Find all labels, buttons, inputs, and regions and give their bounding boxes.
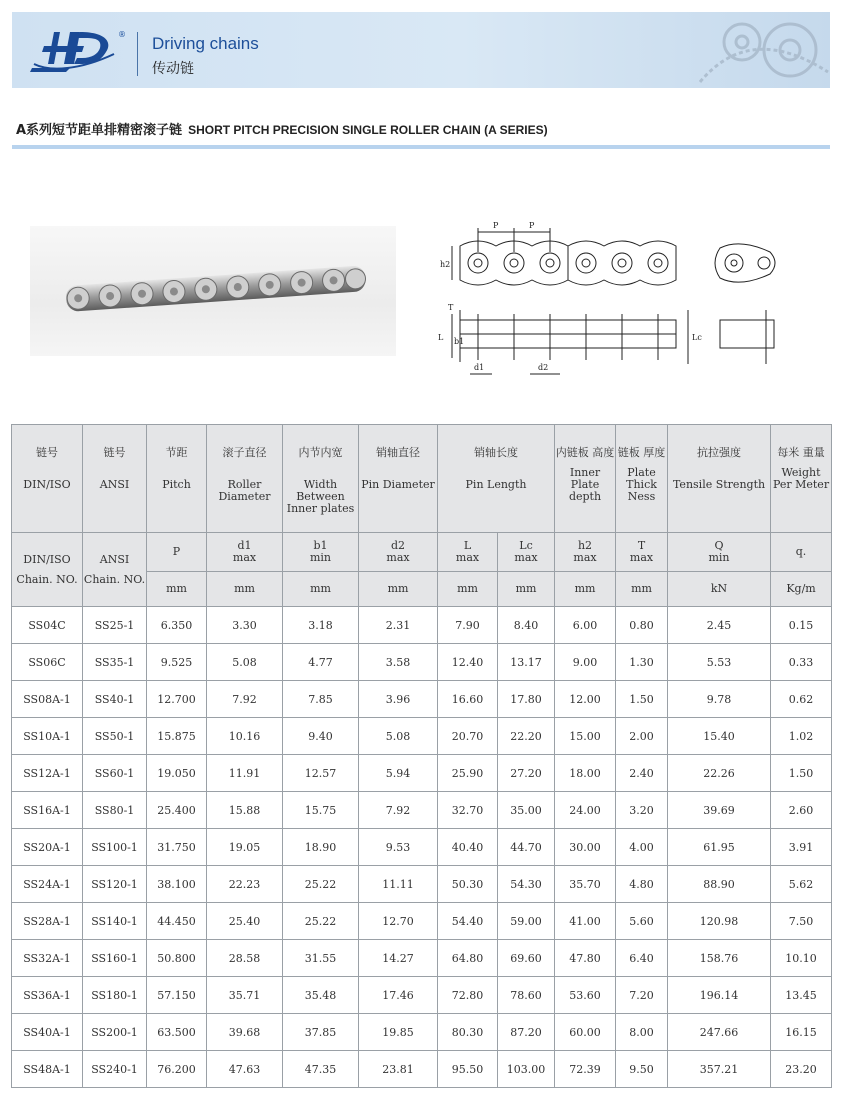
- header-tensile-strength: 抗拉强度 Tensile Strength: [668, 425, 771, 533]
- sprocket-graphic: [690, 12, 830, 88]
- header-inner-width: 内节内宽 Width Between Inner plates: [283, 425, 359, 533]
- table-cell: 44.70: [498, 829, 555, 866]
- table-cell: 47.35: [283, 1051, 359, 1088]
- table-cell: 19.05: [207, 829, 283, 866]
- table-cell: 22.26: [668, 755, 771, 792]
- table-cell: 11.91: [207, 755, 283, 792]
- registered-mark: ®: [118, 30, 126, 39]
- table-cell: 3.20: [616, 792, 668, 829]
- table-cell: 80.30: [438, 1014, 498, 1051]
- brand-title-en: Driving chains: [152, 34, 259, 53]
- table-cell: 47.63: [207, 1051, 283, 1088]
- table-cell: 9.50: [616, 1051, 668, 1088]
- table-cell: 30.00: [555, 829, 616, 866]
- table-cell: SS10A-1: [12, 718, 83, 755]
- unit-cell: mm: [207, 572, 283, 607]
- table-cell: SS48A-1: [12, 1051, 83, 1088]
- unit-cell: mm: [283, 572, 359, 607]
- table-cell: 5.60: [616, 903, 668, 940]
- table-row: [12, 681, 832, 718]
- table-cell: 17.46: [359, 977, 438, 1014]
- symbol-cell: d2 max: [359, 533, 438, 572]
- symbol-cell: L max: [438, 533, 498, 572]
- table-cell: 120.98: [668, 903, 771, 940]
- table-cell: 15.40: [668, 718, 771, 755]
- diagram-label-h2: h2: [440, 260, 451, 269]
- unit-cell: mm: [438, 572, 498, 607]
- table-cell: SS28A-1: [12, 903, 83, 940]
- table-cell: 22.23: [207, 866, 283, 903]
- symbol-cell: Q min: [668, 533, 771, 572]
- table-cell: 0.33: [771, 644, 832, 681]
- table-cell: SS120-1: [83, 866, 147, 903]
- table-cell: 0.80: [616, 607, 668, 644]
- table-row: [12, 607, 832, 644]
- table-cell: 25.400: [147, 792, 207, 829]
- table-cell: 1.02: [771, 718, 832, 755]
- table-cell: 1.50: [771, 755, 832, 792]
- table-cell: 11.11: [359, 866, 438, 903]
- table-cell: 35.71: [207, 977, 283, 1014]
- unit-cell: mm: [498, 572, 555, 607]
- table-cell: 9.40: [283, 718, 359, 755]
- table-cell: 40.40: [438, 829, 498, 866]
- table-cell: 3.30: [207, 607, 283, 644]
- chain-technical-drawing: [430, 214, 820, 382]
- table-cell: 18.90: [283, 829, 359, 866]
- table-cell: 3.96: [359, 681, 438, 718]
- symbol-cell: ANSI Chain. NO.: [83, 533, 147, 607]
- table-cell: 24.00: [555, 792, 616, 829]
- symbol-cell: h2 max: [555, 533, 616, 572]
- table-cell: 15.75: [283, 792, 359, 829]
- chain-spec-table: [11, 424, 832, 1088]
- table-cell: 247.66: [668, 1014, 771, 1051]
- table-cell: 39.68: [207, 1014, 283, 1051]
- table-cell: 3.91: [771, 829, 832, 866]
- table-cell: SS06C: [12, 644, 83, 681]
- table-cell: 23.20: [771, 1051, 832, 1088]
- symbol-cell: P: [147, 533, 207, 572]
- table-cell: 15.00: [555, 718, 616, 755]
- table-cell: 28.58: [207, 940, 283, 977]
- table-row: [12, 1051, 832, 1088]
- table-cell: 9.00: [555, 644, 616, 681]
- unit-cell: mm: [616, 572, 668, 607]
- table-cell: 23.81: [359, 1051, 438, 1088]
- table-cell: 8.00: [616, 1014, 668, 1051]
- table-row: [12, 755, 832, 792]
- table-cell: 50.30: [438, 866, 498, 903]
- table-row: [12, 1014, 832, 1051]
- table-cell: SS180-1: [83, 977, 147, 1014]
- table-cell: 63.500: [147, 1014, 207, 1051]
- table-cell: 19.050: [147, 755, 207, 792]
- table-cell: SS16A-1: [12, 792, 83, 829]
- table-cell: 25.40: [207, 903, 283, 940]
- table-cell: SS32A-1: [12, 940, 83, 977]
- table-cell: 7.50: [771, 903, 832, 940]
- section-title: [16, 119, 548, 138]
- table-cell: 4.80: [616, 866, 668, 903]
- symbol-cell: q.: [771, 533, 832, 572]
- table-cell: 59.00: [498, 903, 555, 940]
- table-cell: 2.31: [359, 607, 438, 644]
- header-inner-plate-depth: 内链板 高度 Inner Plate depth: [555, 425, 616, 533]
- table-cell: 88.90: [668, 866, 771, 903]
- table-cell: 47.80: [555, 940, 616, 977]
- table-cell: 12.00: [555, 681, 616, 718]
- header-pin-length: 销轴长度 Pin Length: [438, 425, 555, 533]
- table-cell: 32.70: [438, 792, 498, 829]
- table-cell: SS100-1: [83, 829, 147, 866]
- table-row: [12, 718, 832, 755]
- table-cell: 25.22: [283, 866, 359, 903]
- table-cell: 31.750: [147, 829, 207, 866]
- table-cell: 12.70: [359, 903, 438, 940]
- table-cell: 37.85: [283, 1014, 359, 1051]
- table-cell: 0.15: [771, 607, 832, 644]
- table-cell: 72.39: [555, 1051, 616, 1088]
- diagram-label-l: L: [438, 333, 444, 342]
- table-cell: 44.450: [147, 903, 207, 940]
- table-cell: 60.00: [555, 1014, 616, 1051]
- table-cell: 5.94: [359, 755, 438, 792]
- table-cell: 5.53: [668, 644, 771, 681]
- table-cell: SS20A-1: [12, 829, 83, 866]
- table-cell: 2.45: [668, 607, 771, 644]
- table-cell: 50.800: [147, 940, 207, 977]
- table-cell: 95.50: [438, 1051, 498, 1088]
- table-cell: 18.00: [555, 755, 616, 792]
- unit-cell: mm: [359, 572, 438, 607]
- table-cell: 16.15: [771, 1014, 832, 1051]
- table-cell: SS60-1: [83, 755, 147, 792]
- table-cell: SS200-1: [83, 1014, 147, 1051]
- table-cell: 35.00: [498, 792, 555, 829]
- table-cell: SS08A-1: [12, 681, 83, 718]
- table-cell: 7.90: [438, 607, 498, 644]
- table-cell: SS80-1: [83, 792, 147, 829]
- table-cell: 31.55: [283, 940, 359, 977]
- table-cell: 87.20: [498, 1014, 555, 1051]
- table-cell: 8.40: [498, 607, 555, 644]
- table-cell: 1.50: [616, 681, 668, 718]
- table-cell: 39.69: [668, 792, 771, 829]
- table-cell: 27.20: [498, 755, 555, 792]
- table-cell: 5.08: [207, 644, 283, 681]
- diagram-label-d1: d1: [474, 363, 485, 372]
- header-din-iso: 链号 DIN/ISO: [12, 425, 83, 533]
- table-cell: 9.78: [668, 681, 771, 718]
- table-cell: SS04C: [12, 607, 83, 644]
- table-cell: SS160-1: [83, 940, 147, 977]
- table-cell: 7.85: [283, 681, 359, 718]
- table-row: [12, 792, 832, 829]
- table-cell: 9.53: [359, 829, 438, 866]
- table-cell: 1.30: [616, 644, 668, 681]
- table-cell: 78.60: [498, 977, 555, 1014]
- table-cell: 7.92: [207, 681, 283, 718]
- symbol-cell: d1 max: [207, 533, 283, 572]
- table-cell: 22.20: [498, 718, 555, 755]
- table-cell: 10.16: [207, 718, 283, 755]
- table-cell: 54.40: [438, 903, 498, 940]
- table-cell: 6.00: [555, 607, 616, 644]
- table-cell: 3.18: [283, 607, 359, 644]
- table-cell: 196.14: [668, 977, 771, 1014]
- header-pin-diameter: 销轴直径 Pin Diameter: [359, 425, 438, 533]
- table-cell: 16.60: [438, 681, 498, 718]
- title-underline: [12, 145, 830, 149]
- table-cell: 2.00: [616, 718, 668, 755]
- table-cell: SS12A-1: [12, 755, 83, 792]
- table-cell: 64.80: [438, 940, 498, 977]
- table-cell: 14.27: [359, 940, 438, 977]
- table-cell: 2.60: [771, 792, 832, 829]
- diagram-label-p1: P: [493, 221, 499, 230]
- table-cell: 15.875: [147, 718, 207, 755]
- table-cell: 53.60: [555, 977, 616, 1014]
- table-cell: 4.00: [616, 829, 668, 866]
- table-cell: 54.30: [498, 866, 555, 903]
- table-cell: 4.77: [283, 644, 359, 681]
- table-cell: 72.80: [438, 977, 498, 1014]
- symbol-cell: Lc max: [498, 533, 555, 572]
- table-cell: 3.58: [359, 644, 438, 681]
- table-cell: SS240-1: [83, 1051, 147, 1088]
- table-cell: 41.00: [555, 903, 616, 940]
- section-title-cn: A系列短节距单排精密滚子链: [16, 123, 183, 138]
- diagram-label-lc: Lc: [692, 333, 702, 342]
- header-plate-thickness: 链板 厚度 Plate Thick Ness: [616, 425, 668, 533]
- unit-cell: Kg/m: [771, 572, 832, 607]
- table-cell: 6.350: [147, 607, 207, 644]
- diagram-label-t: T: [448, 303, 454, 312]
- unit-cell: mm: [555, 572, 616, 607]
- table-cell: SS36A-1: [12, 977, 83, 1014]
- table-cell: 69.60: [498, 940, 555, 977]
- table-cell: 12.700: [147, 681, 207, 718]
- table-cell: 38.100: [147, 866, 207, 903]
- header-roller-diameter: 滚子直径 Roller Diameter: [207, 425, 283, 533]
- symbol-cell: b1 min: [283, 533, 359, 572]
- table-cell: 7.20: [616, 977, 668, 1014]
- table-cell: 103.00: [498, 1051, 555, 1088]
- header-pitch: 节距 Pitch: [147, 425, 207, 533]
- table-cell: 0.62: [771, 681, 832, 718]
- table-cell: 35.70: [555, 866, 616, 903]
- unit-cell: kN: [668, 572, 771, 607]
- table-cell: 10.10: [771, 940, 832, 977]
- table-row: [12, 977, 832, 1014]
- diagram-label-b1: b1: [454, 337, 465, 346]
- unit-cell: mm: [147, 572, 207, 607]
- company-logo: [30, 24, 122, 74]
- table-cell: SS50-1: [83, 718, 147, 755]
- table-cell: 9.525: [147, 644, 207, 681]
- diagram-label-d2: d2: [538, 363, 549, 372]
- table-row: [12, 940, 832, 977]
- table-cell: 17.80: [498, 681, 555, 718]
- table-cell: 5.62: [771, 866, 832, 903]
- table-cell: 19.85: [359, 1014, 438, 1051]
- header-divider: [137, 32, 138, 76]
- table-row: [12, 903, 832, 940]
- header-weight-per-meter: 每米 重量 Weight Per Meter: [771, 425, 832, 533]
- brand-title-cn: 传动链: [152, 61, 194, 77]
- table-cell: SS25-1: [83, 607, 147, 644]
- table-cell: 25.90: [438, 755, 498, 792]
- diagram-label-p2: P: [529, 221, 535, 230]
- table-cell: SS24A-1: [12, 866, 83, 903]
- table-cell: 357.21: [668, 1051, 771, 1088]
- table-row: [12, 644, 832, 681]
- table-cell: 20.70: [438, 718, 498, 755]
- table-cell: 6.40: [616, 940, 668, 977]
- table-cell: 7.92: [359, 792, 438, 829]
- table-cell: 25.22: [283, 903, 359, 940]
- table-cell: 15.88: [207, 792, 283, 829]
- table-cell: SS35-1: [83, 644, 147, 681]
- table-cell: 2.40: [616, 755, 668, 792]
- table-cell: 12.40: [438, 644, 498, 681]
- table-row: [12, 829, 832, 866]
- table-cell: 57.150: [147, 977, 207, 1014]
- table-cell: SS40-1: [83, 681, 147, 718]
- table-cell: 13.17: [498, 644, 555, 681]
- table-cell: 76.200: [147, 1051, 207, 1088]
- symbol-cell: DIN/ISO Chain. NO.: [12, 533, 83, 607]
- header-ansi: 链号 ANSI: [83, 425, 147, 533]
- table-cell: 5.08: [359, 718, 438, 755]
- section-title-en: SHORT PITCH PRECISION SINGLE ROLLER CHAIN (A SERIES): [188, 123, 548, 137]
- table-cell: SS140-1: [83, 903, 147, 940]
- symbol-cell: T max: [616, 533, 668, 572]
- table-cell: 13.45: [771, 977, 832, 1014]
- table-cell: SS40A-1: [12, 1014, 83, 1051]
- table-cell: 12.57: [283, 755, 359, 792]
- table-cell: 158.76: [668, 940, 771, 977]
- table-cell: 35.48: [283, 977, 359, 1014]
- table-cell: 61.95: [668, 829, 771, 866]
- table-row: [12, 866, 832, 903]
- chain-photo: [30, 226, 396, 356]
